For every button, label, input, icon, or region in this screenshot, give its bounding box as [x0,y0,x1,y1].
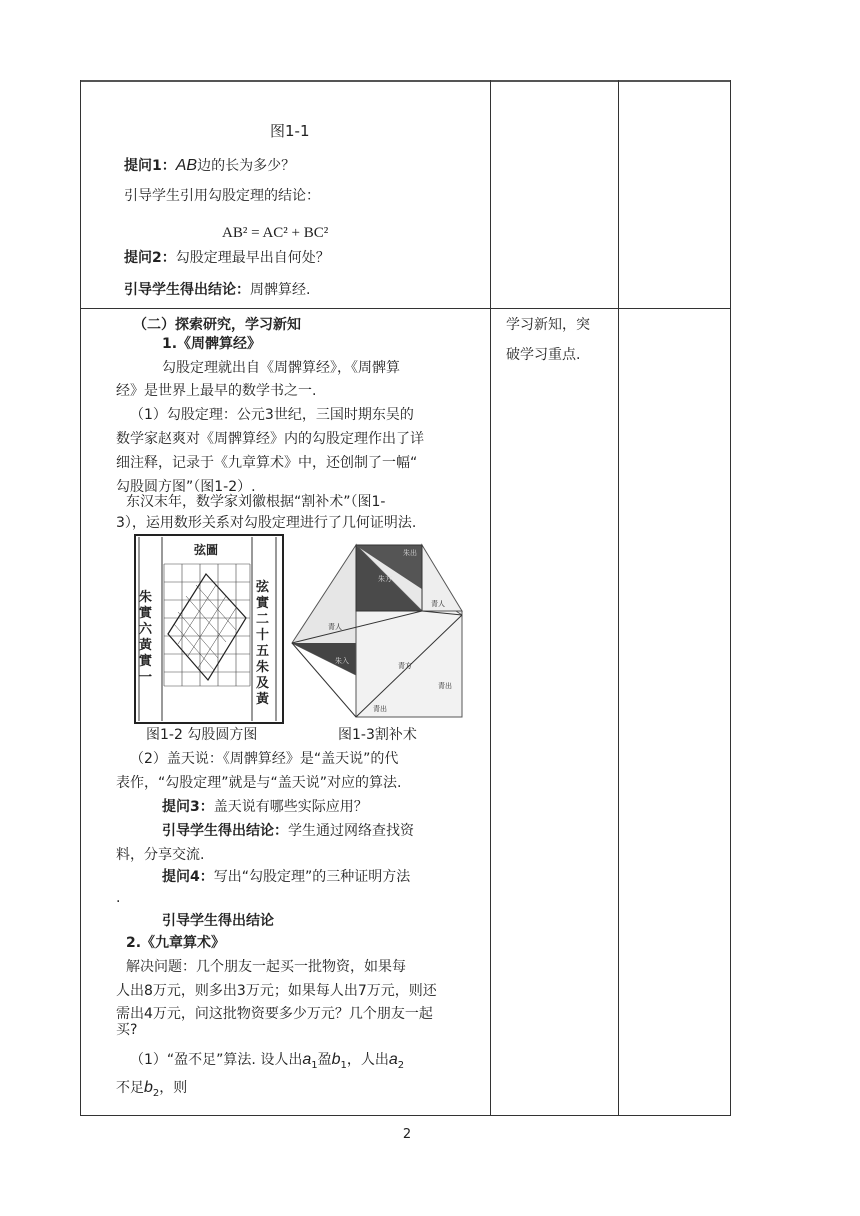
question-3-label: 提问3： [162,799,214,815]
table-col-divider-1 [490,80,491,1116]
question-2-text: 勾股定理最早出自何处？ [175,250,330,266]
paragraph-6-text-d: 不足 [116,1080,144,1096]
question-1-text: 边的长为多少？ [197,158,296,174]
question-3-text: 盖天说有哪些实际应用？ [213,799,368,815]
paragraph-3-line-2: 3），运用数形关系对勾股定理进行了几何证明法. [116,515,417,531]
section-title: （二）探索研究，学习新知 [133,317,301,333]
figure-1-3-label-1: 朱出 [403,549,417,557]
figure-1-1-caption: 图1-1 [270,122,310,140]
figure-1-2-caption: 图1-2 勾股圆方图 [146,727,258,743]
var-b2: b [144,1079,153,1096]
question-4 [162,866,410,888]
figure-1-3-label-7: 青出 [438,682,452,690]
var-a2: a [388,1051,398,1068]
paragraph-6-text-c: ，人出 [346,1052,389,1068]
var-b1: b [331,1051,341,1068]
figure-1-3-cut-fill-diagram [290,543,466,719]
paragraph-1-line-2: 经》是世界上最早的数学书之一. [116,383,317,399]
var-a1: a [302,1051,312,1068]
question-2-label: 提问2： [124,250,176,266]
question-4-text: 写出“勾股定理”的三种证明方法 [213,869,411,885]
guide-3 [162,820,414,842]
paragraph-3-line-1: 东汉末年，数学家刘徽根据“割补术”（图1- [126,494,386,510]
paragraph-6-text-e: ，则 [159,1080,188,1096]
guide-3-text: 学生通过网络查找资 [288,823,414,839]
guide-3-text-cont: 料，分享交流. [116,847,205,863]
table-top-border [80,80,730,82]
guide-1: 引导学生引用勾股定理的结论： [124,188,320,204]
paragraph-2-line-2: 数学家赵爽对《周髀算经》内的勾股定理作出了详 [116,431,424,447]
design-note-line-2: 破学习重点. [506,347,581,363]
figure-1-3-label-6: 青方 [398,662,412,670]
figure-1-3-label-8: 青出 [373,705,387,713]
table-right-border [730,80,731,1116]
paragraph-6-line-2 [116,1077,187,1105]
paragraph-5-line-3: 需出4万元，问这批物资要多少万元？几个朋友一起 [116,1006,433,1022]
guide-2-text: 周髀算经. [250,282,311,298]
figure-1-2-left-label: 朱實六黃實一 [139,590,153,685]
figure-1-3-label-2: 朱方 [378,575,392,583]
question-1-label: 提问1： [124,158,176,174]
paragraph-5-line-2: 人出8万元，则多出3万元；如果每人出7万元，则还 [116,983,437,999]
figure-1-3-label-3: 青人 [431,600,445,608]
guide-3-label: 引导学生得出结论： [162,823,288,839]
figure-1-3-label-4: 青人 [328,623,342,631]
question-1 [124,155,295,177]
question-2 [124,247,330,269]
guide-2-label: 引导学生得出结论： [124,282,250,298]
table-left-border [80,80,81,1116]
paragraph-5-line-4: 买? [116,1022,138,1038]
paragraph-2-line-1: （1）勾股定理：公元3世纪，三国时期东吴的 [130,407,414,423]
var-ab: AB [175,157,198,174]
paragraph-6-text-b: 盈 [317,1052,332,1068]
question-4-label: 提问4： [162,869,214,885]
question-4-period: . [116,890,121,906]
paragraph-2-line-4: 勾股圆方图”（图1-2）. [116,479,256,495]
table-bottom-border [80,1115,730,1116]
paragraph-4-line-2: 表作，“勾股定理”就是与“盖天说”对应的算法. [116,775,402,791]
paragraph-4-line-1: （2）盖天说：《周髀算经》是“盖天说”的代 [130,751,399,767]
figure-1-2-top-label: 弦圖 [193,543,219,557]
sub-1: 1 [311,1059,318,1071]
paragraph-6-line-1 [130,1049,404,1077]
sub-2b: 2 [152,1087,160,1099]
page-number: 2 [402,1127,412,1142]
sub-1b: 1 [340,1059,347,1071]
paragraph-5-line-1: 解决问题：几个朋友一起买一批物资，如果每 [126,959,406,975]
figure-1-3-caption: 图1-3割补术 [338,727,417,743]
table-row-divider [80,308,730,309]
paragraph-1-line-1: 勾股定理就出自《周髀算经》，《周髀算 [162,360,400,376]
guide-2 [124,279,310,301]
sub-2: 2 [397,1059,405,1071]
pythagorean-formula: AB² = AC² + BC² [222,225,329,241]
table-col-divider-2 [618,80,619,1116]
design-note-line-1: 学习新知，突 [506,317,590,333]
guide-4-label: 引导学生得出结论 [162,913,274,929]
subsection-2-title: 2.《九章算术》 [126,935,226,951]
figure-1-3-label-5: 朱入 [335,657,349,665]
subsection-1-title: 1.《周髀算经》 [162,336,262,352]
paragraph-6-text-a: （1）“盈不足”算法. 设人出 [130,1052,303,1068]
question-3 [162,796,368,818]
figure-1-2-right-label: 弦實二十五朱及黃 [256,580,270,707]
paragraph-2-line-3: 细注释，记录于《九章算术》中，还创制了一幅“ [116,455,418,471]
